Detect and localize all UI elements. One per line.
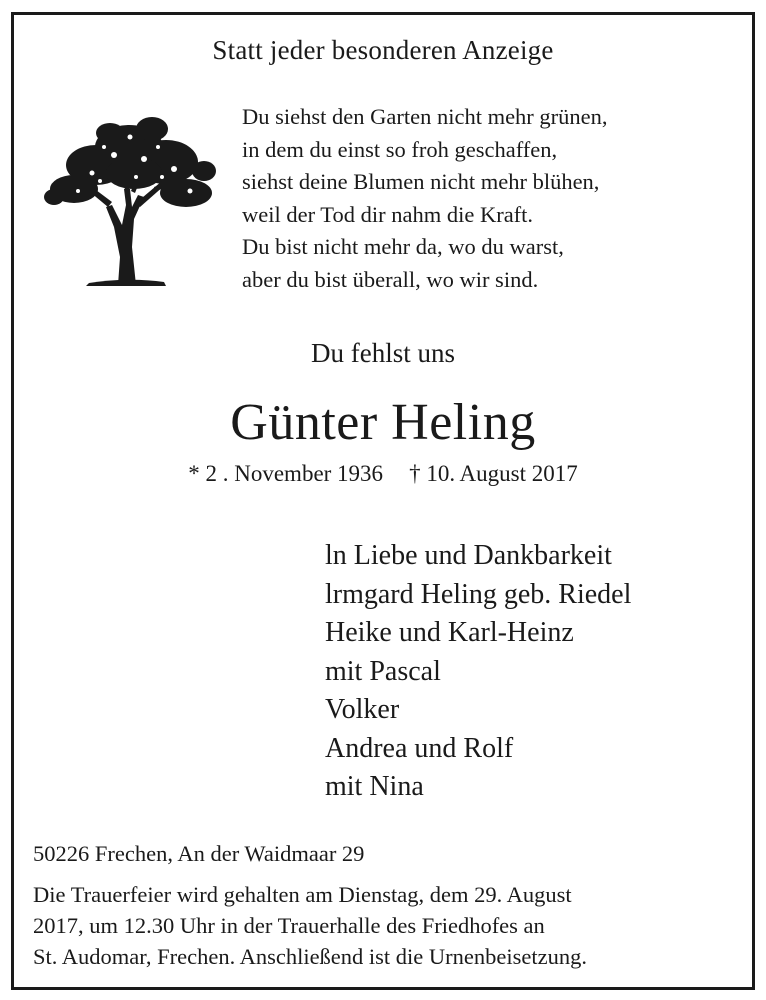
mourner-line: Heike und Karl-Heinz [325, 617, 574, 648]
tribute-text: Du fehlst uns [311, 338, 455, 368]
funeral-info [33, 879, 733, 972]
mourners-list [325, 537, 631, 807]
death-date: † 10. August 2017 [409, 461, 578, 486]
poem-line: Du siehst den Garten nicht mehr grünen, [242, 104, 608, 129]
poem-line: aber du bist überall, wo wir sind. [242, 266, 539, 292]
mourner-line: mit Pascal [325, 655, 441, 687]
life-dates [14, 461, 752, 487]
mourner-line: Volker [325, 694, 400, 725]
tree-icon [34, 107, 224, 287]
poem-line: siehst deine Blumen nicht mehr blühen, [242, 169, 600, 194]
obituary-notice [11, 12, 755, 990]
mourner-line: lrmgard Heling geb. Riedel [325, 578, 632, 610]
poem-line: in dem du einst so froh geschaffen, [242, 136, 558, 162]
address: 50226 Frechen, An der Waidmaar 29 [33, 841, 365, 866]
poem [242, 101, 608, 296]
funeral-line: Die Trauerfeier wird gehalten am Dienstag, dem 29. August [33, 882, 572, 907]
mourner-line: ln Liebe und Dankbarkeit [325, 540, 612, 571]
notice-header: Statt jeder besonderen Anzeige [212, 35, 554, 65]
funeral-line: 2017, um 12.30 Uhr in der Trauerhalle des Friedhofes an [33, 913, 545, 938]
deceased-name: Günter Heling [230, 394, 536, 451]
poem-line: weil der Tod dir nahm die Kraft. [242, 201, 534, 227]
poem-line: Du bist nicht mehr da, wo du warst, [242, 234, 564, 259]
birth-date: * 2 . November 1936 [188, 461, 384, 486]
mourner-line: mit Nina [325, 771, 424, 802]
mourner-line: Andrea und Rolf [325, 732, 514, 764]
funeral-line: St. Audomar, Frechen. Anschließend ist die Urnenbeisetzung. [33, 944, 587, 969]
